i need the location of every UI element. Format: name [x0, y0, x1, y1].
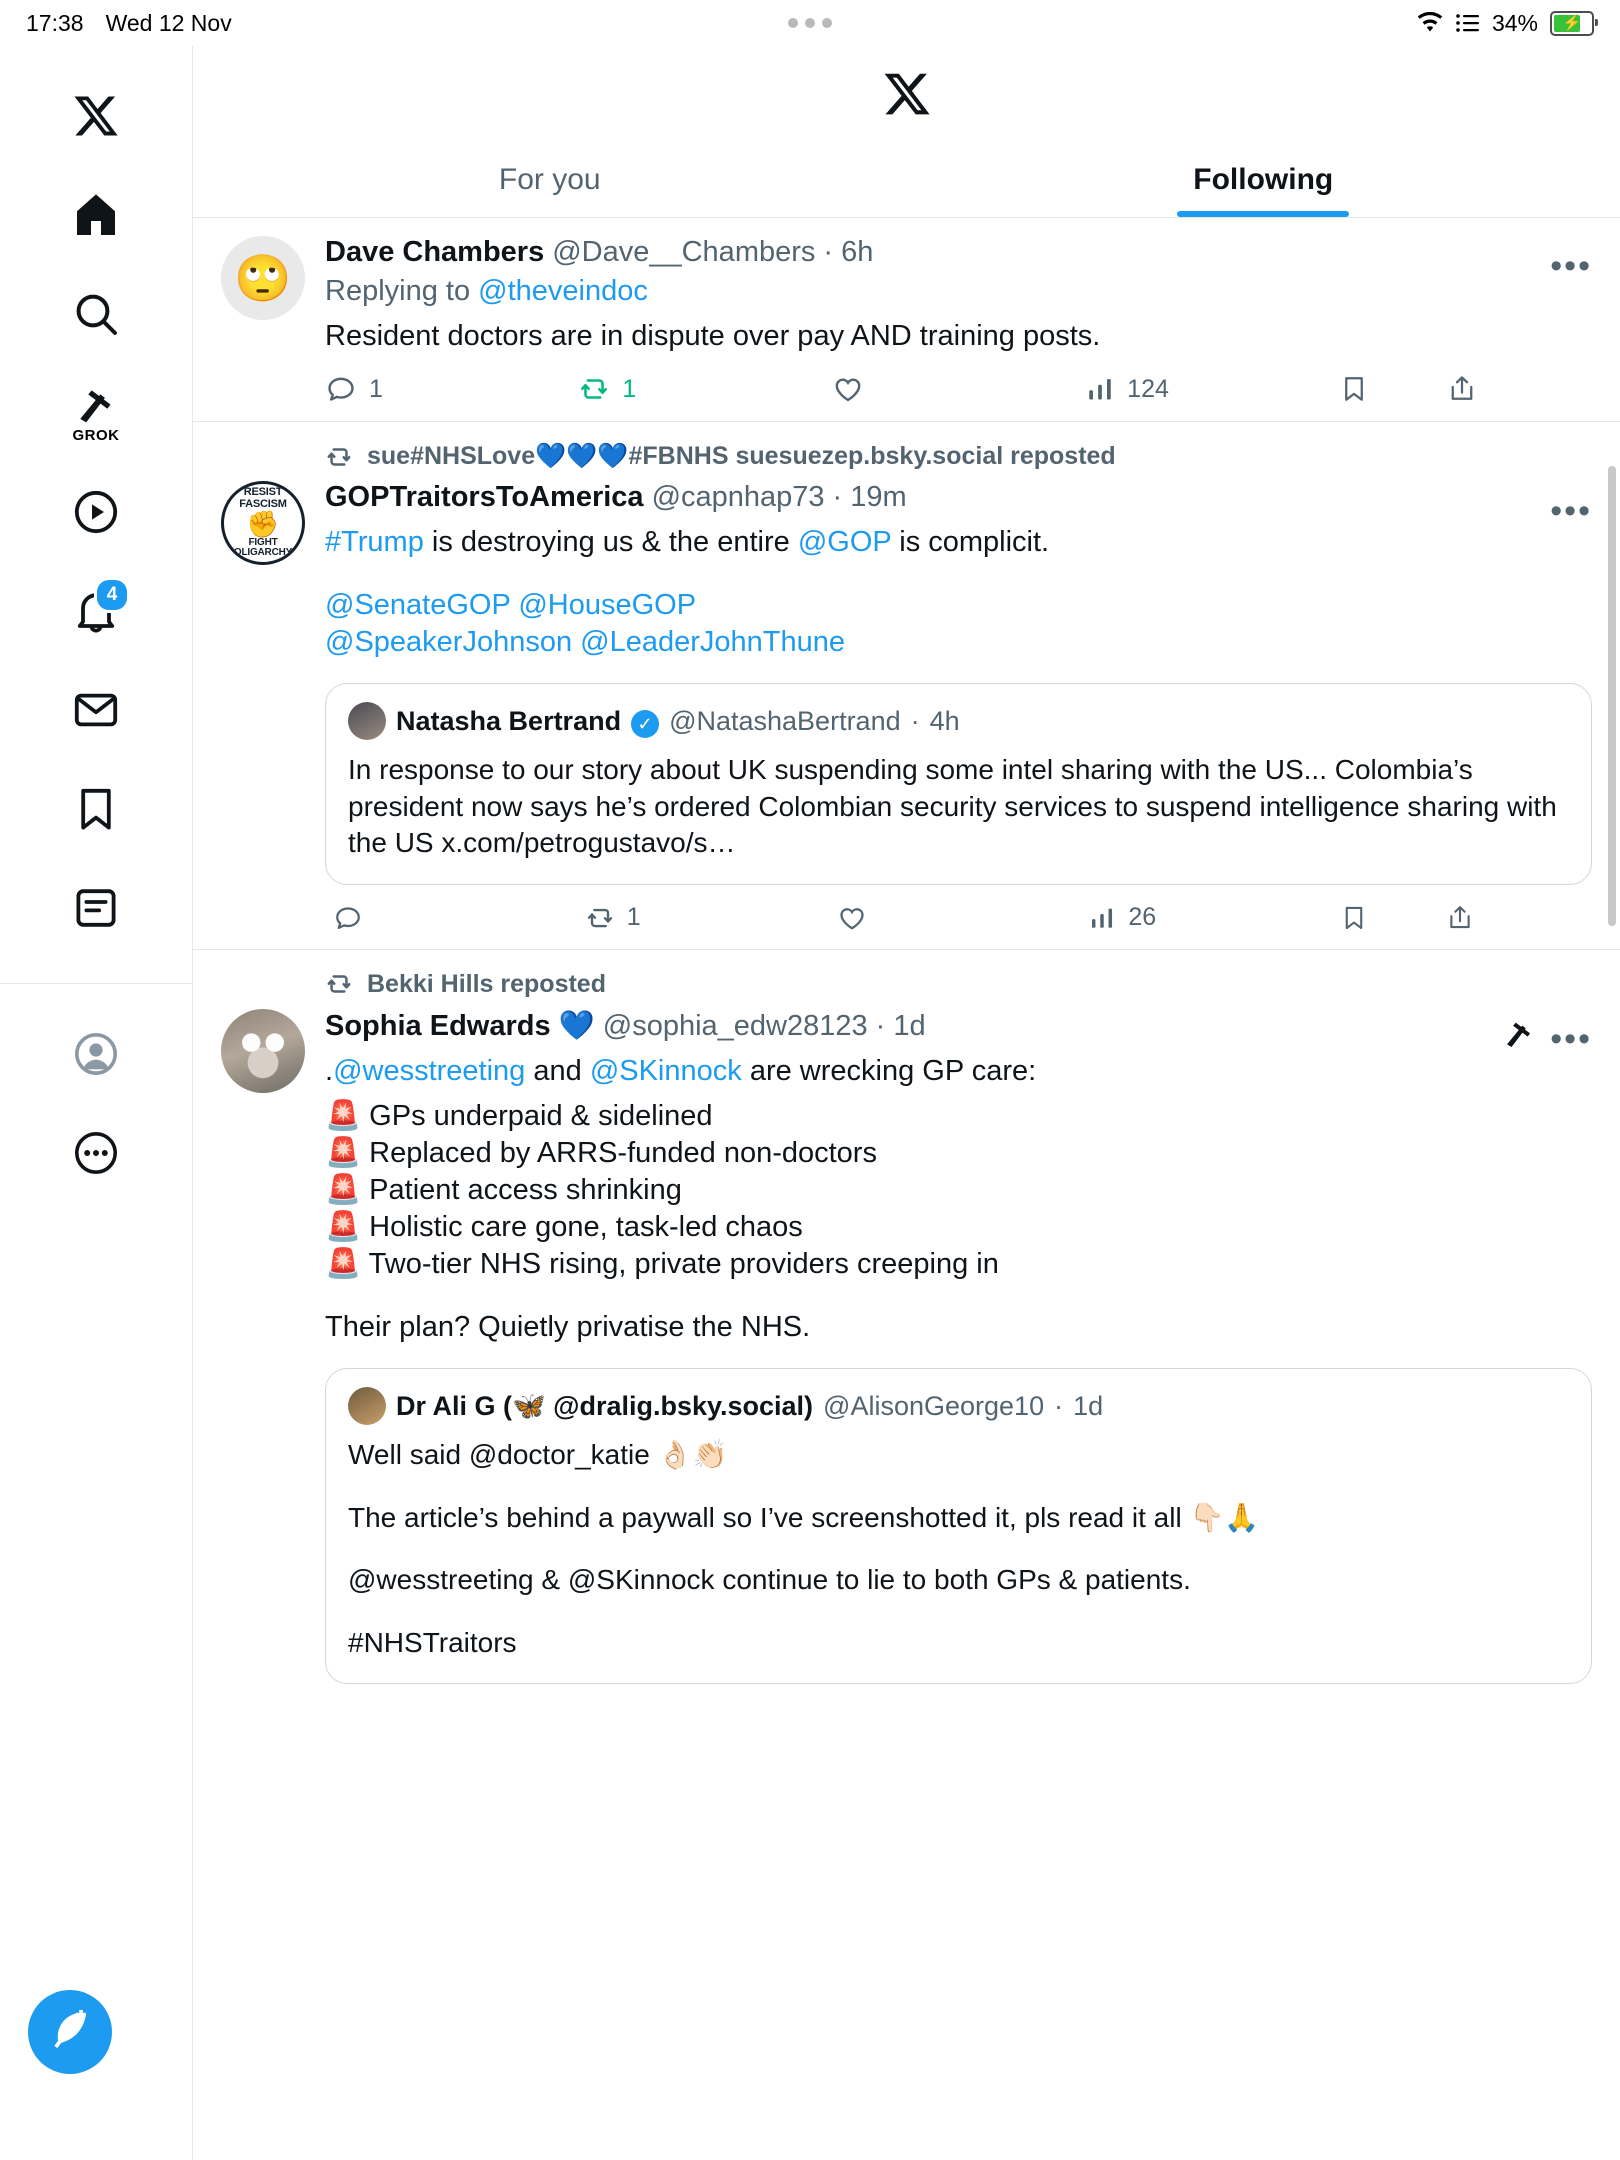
avatar-column — [221, 236, 325, 421]
heart-icon — [837, 903, 867, 933]
sidebar-item-more[interactable] — [48, 1105, 144, 1201]
handle: @NatashaBertrand — [669, 705, 901, 736]
status-left — [26, 10, 232, 37]
sidebar-item-messages[interactable] — [48, 662, 144, 758]
view-count: 124 — [1127, 374, 1169, 403]
sidebar-nav — [0, 46, 193, 2160]
grok-icon[interactable] — [1502, 1017, 1536, 1049]
battery-percent-label: 34% — [1491, 9, 1538, 36]
handle: @AlisonGeorge10 — [823, 1390, 1045, 1421]
analytics-icon — [1088, 904, 1116, 932]
repost-label: sue#NHSLove💙💙💙#FBNHS suesuezep.bsky.social reposted — [367, 442, 1116, 471]
status-right — [1416, 10, 1594, 37]
bullet-line: 🚨 GPs underpaid & sidelined — [325, 1099, 713, 1132]
handle[interactable]: @capnhap73 — [651, 481, 825, 514]
mention-senategop[interactable]: @SenateGOP — [325, 589, 511, 622]
envelope-icon — [72, 686, 120, 734]
share-icon[interactable] — [1447, 374, 1477, 404]
reply-button[interactable] — [325, 373, 578, 405]
repost-icon — [585, 903, 615, 933]
bookmark-share-group — [1340, 904, 1592, 932]
tab-following[interactable]: Following — [907, 142, 1620, 217]
quote-paragraph: The article’s behind a paywall so I’ve screenshotted it, pls read it all 👇🏻🙏 — [348, 1501, 1260, 1533]
main-column — [193, 46, 1620, 2160]
reply-button[interactable] — [333, 903, 585, 933]
separator: · — [910, 705, 920, 736]
sidebar-item-grok[interactable] — [48, 365, 144, 461]
status-date: Wed 12 Nov — [105, 9, 232, 36]
bookmark-icon — [72, 785, 120, 833]
feather-plus-icon — [47, 2009, 93, 2055]
feed-tabs — [193, 142, 1620, 218]
reply-icon — [333, 903, 363, 933]
views-button[interactable] — [1088, 903, 1340, 932]
more-options-icon[interactable]: ••• — [1550, 1019, 1592, 1058]
separator: · — [875, 1009, 886, 1042]
mention-wesstreeting[interactable]: @wesstreeting — [333, 1054, 526, 1087]
timestamp: 1d — [1073, 1390, 1104, 1421]
tweet-text: Resident doctors are in dispute over pay AND training posts. — [325, 320, 1101, 352]
tweet-goptraitors[interactable] — [193, 422, 1620, 950]
timestamp: 6h — [841, 236, 874, 268]
text-fragment: is complicit. — [891, 526, 1050, 559]
sidebar-item-explore[interactable] — [48, 266, 144, 362]
more-options-icon[interactable]: ••• — [1550, 492, 1592, 531]
repost-count: 1 — [622, 374, 637, 403]
quote-paragraph: @wesstreeting & @SKinnock continue to lie to both GPs & patients. — [348, 1564, 1191, 1596]
separator: · — [832, 481, 843, 514]
grok-icon — [73, 383, 120, 444]
reply-icon — [325, 373, 357, 405]
like-button[interactable] — [837, 903, 1089, 933]
tweet-header — [325, 481, 1592, 531]
tweet-sophia-edwards[interactable] — [193, 950, 1620, 1684]
play-circle-icon — [72, 488, 120, 536]
repost-icon — [325, 443, 353, 471]
status-time: 17:38 — [26, 9, 84, 36]
timeline-feed[interactable] — [193, 218, 1620, 2160]
dot-icon — [788, 18, 798, 28]
mention-skinnock[interactable]: @SKinnock — [589, 1054, 742, 1087]
separator: · — [1054, 1390, 1064, 1421]
sidebar-item-profile[interactable] — [48, 1006, 144, 1102]
avatar-column — [221, 481, 325, 949]
app-content — [0, 46, 1620, 2160]
battery-icon: ⚡ — [1550, 11, 1594, 36]
quote-paragraph: Well said @doctor_katie 👌🏻👏🏻 — [348, 1439, 728, 1471]
text-fragment: are wrecking GP care: — [741, 1054, 1037, 1087]
tab-for-you[interactable]: For you — [498, 162, 601, 196]
repost-button[interactable] — [585, 903, 837, 933]
mention-speakerjohnson[interactable]: @SpeakerJohnson — [325, 626, 573, 659]
status-center-dots — [788, 18, 832, 28]
avatar[interactable]: RESIST FASCISM ✊ FIGHT OLIGARCHY — [221, 481, 305, 565]
sidebar-item-lists[interactable] — [48, 860, 144, 956]
tweet-header — [325, 236, 1592, 285]
avatar — [348, 702, 386, 740]
x-logo[interactable] — [882, 69, 932, 119]
display-name: Dr Ali G (🦋 @dralig.bsky.social) — [396, 1391, 814, 1422]
view-count: 26 — [1128, 903, 1157, 932]
dot-icon — [805, 18, 815, 28]
handle[interactable]: @sophia_edw28123 — [602, 1009, 868, 1042]
home-icon — [72, 191, 120, 239]
replying-to-label: Replying to — [325, 275, 471, 307]
views-button[interactable] — [1085, 374, 1338, 404]
bullet-line: 🚨 Two-tier NHS rising, private providers creeping in — [325, 1248, 999, 1281]
repost-label: Bekki Hills reposted — [367, 969, 606, 998]
quoted-tweet-text — [348, 1437, 1569, 1661]
text-fragment: is destroying us & the entire — [423, 526, 798, 559]
sidebar-divider — [0, 983, 192, 984]
timestamp: 1d — [893, 1009, 926, 1042]
more-options-icon[interactable]: ••• — [1550, 247, 1592, 285]
compose-post-button[interactable] — [28, 1990, 112, 2074]
avatar — [348, 1387, 386, 1425]
analytics-icon — [1085, 374, 1115, 404]
avatar[interactable] — [221, 1009, 305, 1093]
timestamp: 4h — [929, 705, 960, 736]
sidebar-item-home[interactable] — [48, 167, 144, 263]
repost-context — [221, 436, 1592, 481]
status-bar — [0, 0, 1620, 46]
quoted-tweet-text: In response to our story about UK suspending some intel sharing with the US... Colombia’s president now says he’s ordered Colombian security services to suspend intelligence sharing with the US x.com/petrogustavo/s… — [348, 754, 1557, 859]
repost-icon — [578, 373, 610, 405]
quoted-tweet-header — [348, 1387, 1569, 1425]
display-name[interactable]: Sophia Edwards 💙 — [325, 1009, 595, 1042]
quoted-tweet[interactable] — [325, 683, 1592, 884]
tweet-header — [325, 1009, 1592, 1058]
reply-count: 1 — [369, 374, 383, 403]
bullet-line: 🚨 Patient access shrinking — [325, 1173, 682, 1206]
bullet-line: 🚨 Holistic care gone, task-led chaos — [325, 1211, 803, 1244]
display-name: Natasha Bertrand — [396, 705, 622, 736]
repost-context — [221, 964, 1592, 1009]
bookmark-icon[interactable] — [1339, 374, 1369, 404]
text-fragment: and — [525, 1054, 590, 1087]
repost-count: 1 — [626, 903, 641, 932]
tweet-text — [325, 1053, 1592, 1347]
repost-icon — [325, 970, 353, 998]
feed-scrollbar[interactable] — [1608, 466, 1616, 926]
like-button[interactable] — [832, 373, 1085, 405]
person-circle-icon — [72, 1030, 120, 1078]
tweet-actions — [325, 373, 1592, 405]
quoted-tweet[interactable] — [325, 1368, 1592, 1684]
quote-paragraph: #NHSTraitors — [348, 1626, 517, 1658]
top-bar — [193, 46, 1620, 142]
grok-label: GROK — [72, 426, 120, 444]
bullet-line: 🚨 Replaced by ARRS-funded non-doctors — [325, 1136, 877, 1169]
separator: · — [823, 236, 834, 268]
notification-badge: 4 — [94, 577, 130, 613]
replying-to-line — [325, 275, 1592, 308]
mention-housegop[interactable]: @HouseGOP — [518, 589, 697, 622]
mention-leaderjohnthune[interactable]: @LeaderJohnThune — [580, 626, 846, 659]
tweet-dave-chambers[interactable] — [193, 218, 1620, 422]
handle[interactable]: @Dave__Chambers — [552, 236, 816, 268]
heart-icon — [832, 373, 864, 405]
list-icon — [1456, 13, 1480, 33]
avatar-column — [221, 1009, 325, 1684]
bookmark-share-group — [1339, 374, 1592, 404]
tweet-actions — [325, 903, 1592, 933]
x-logo[interactable] — [48, 68, 144, 164]
dot-icon — [822, 18, 832, 28]
search-icon — [72, 290, 120, 338]
list-article-icon — [72, 884, 120, 932]
mention-gop[interactable]: @GOP — [797, 526, 892, 559]
share-icon[interactable] — [1446, 904, 1474, 932]
closing-line: Their plan? Quietly privatise the NHS. — [325, 1311, 811, 1344]
wifi-icon — [1416, 12, 1444, 34]
replying-to-handle[interactable]: @theveindoc — [478, 275, 648, 307]
bookmark-icon[interactable] — [1340, 904, 1368, 932]
display-name[interactable]: Dave Chambers — [325, 236, 545, 268]
quoted-tweet-header — [348, 702, 1569, 740]
text-fragment: . — [325, 1054, 334, 1087]
avatar[interactable]: 🙄 — [221, 236, 305, 320]
sidebar-item-notifications[interactable] — [48, 563, 144, 659]
sidebar-item-video[interactable] — [48, 464, 144, 560]
hashtag-trump[interactable]: #Trump — [325, 526, 424, 559]
verified-badge-icon: ✓ — [631, 710, 659, 738]
timestamp: 19m — [850, 481, 907, 514]
sidebar-item-bookmarks[interactable] — [48, 761, 144, 857]
repost-button[interactable] — [578, 373, 831, 405]
more-circle-icon — [72, 1129, 120, 1177]
display-name[interactable]: GOPTraitorsToAmerica — [325, 481, 644, 514]
tweet-text — [325, 524, 1592, 661]
